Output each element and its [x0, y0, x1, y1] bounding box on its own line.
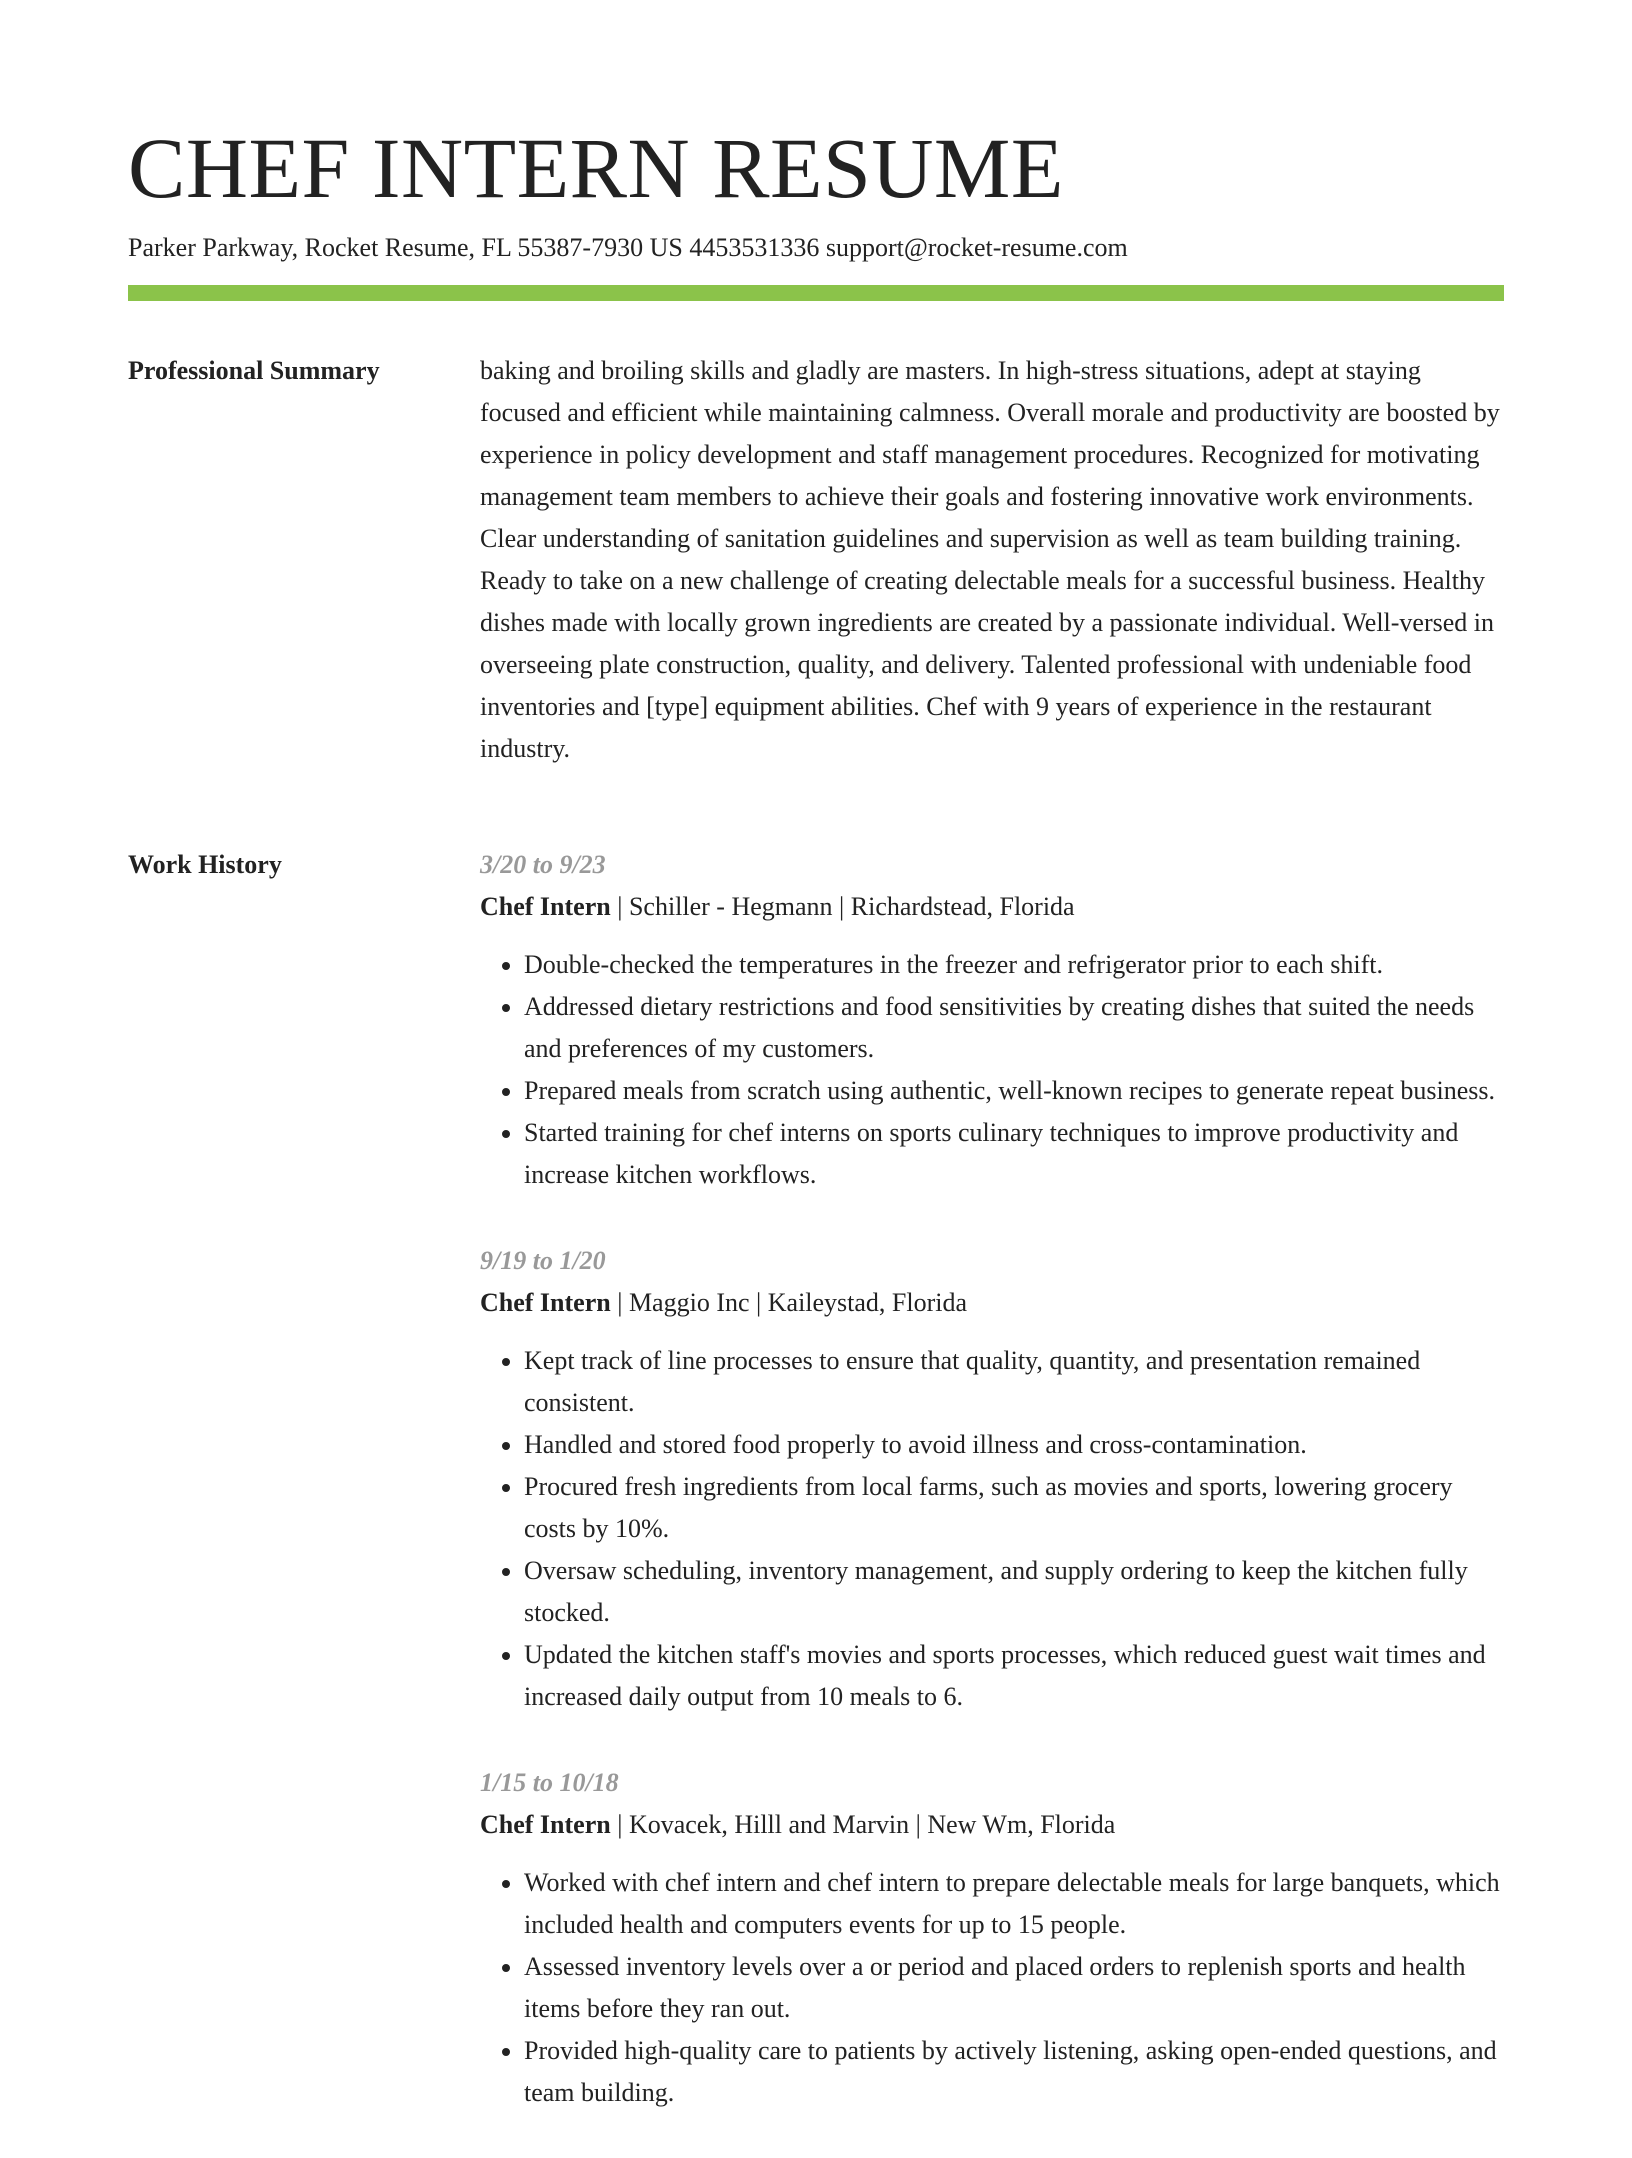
- job-company: | Maggio Inc: [611, 1288, 750, 1317]
- job-bullet-list: [480, 944, 1504, 1196]
- section-label-work-history: Work History: [128, 850, 282, 879]
- job-company: | Kovacek, Hilll and Marvin: [611, 1810, 909, 1839]
- resume-title: CHEF INTERN RESUME: [128, 120, 1064, 216]
- job-bullet: • Kept track of line processes to ensure that quality, quantity, and presentation remained consistent.: [524, 1340, 1504, 1424]
- section-label-summary: Professional Summary: [128, 356, 380, 385]
- job-bullet: • Handled and stored food properly to avoid illness and cross-contamination.: [524, 1424, 1504, 1466]
- job-bullet: • Worked with chef intern and chef intern to prepare delectable meals for large banquets, which included health and computers events for up to 15 people.: [524, 1862, 1504, 1946]
- contact-email: support@rocket-resume.com: [825, 233, 1128, 262]
- job-location: | Kaileystad, Florida: [750, 1288, 968, 1317]
- job-bullet: • Addressed dietary restrictions and food sensitivities by creating dishes that suited the needs and preferences of my customers.: [524, 986, 1504, 1070]
- job-dates: 3/20 to 9/23: [480, 850, 606, 879]
- job-heading: [480, 1282, 1504, 1324]
- job-bullet: • Procured fresh ingredients from local farms, such as movies and sports, lowering grocery costs by 10%.: [524, 1466, 1504, 1550]
- job-bullet: • Oversaw scheduling, inventory management, and supply ordering to keep the kitchen fully stocked.: [524, 1550, 1504, 1634]
- job-location: | Richardstead, Florida: [833, 892, 1075, 921]
- job-bullet: • Prepared meals from scratch using authentic, well-known recipes to generate repeat business.: [524, 1070, 1504, 1112]
- job-title: Chef Intern: [480, 1288, 611, 1317]
- job-bullet: • Assessed inventory levels over a or period and placed orders to replenish sports and health items before they ran out.: [524, 1946, 1504, 2030]
- summary-text: baking and broiling skills and gladly are masters. In high-stress situations, adept at staying focused and efficient while maintaining calmness. Overall morale and productivity are boosted by experience in policy development and staff management procedures. Recognized for motivating management team members to achieve their goals and fostering innovative work environments. Clear understanding of sanitation guidelines and supervision as well as team building training. Ready to take on a new challenge of creating delectable meals for a successful business. Healthy dishes made with locally grown ingredients are created by a passionate individual. Well-versed in overseeing plate construction, quality, and delivery. Talented professional with undeniable food inventories and [type] equipment abilities. Chef with 9 years of experience in the restaurant industry.: [480, 356, 1500, 763]
- job-dates: 9/19 to 1/20: [480, 1246, 606, 1275]
- contact-line: [128, 230, 1128, 266]
- job-company: | Schiller - Hegmann: [611, 892, 833, 921]
- job-entry: [480, 1240, 1504, 1718]
- job-entry: [480, 844, 1504, 1196]
- job-bullet: • Updated the kitchen staff's movies and sports processes, which reduced guest wait times and increased daily output from 10 meals to 6.: [524, 1634, 1504, 1718]
- job-bullet: • Double-checked the temperatures in the freezer and refrigerator prior to each shift.: [524, 944, 1504, 986]
- job-bullet-list: [480, 1340, 1504, 1718]
- contact-phone: 4453531336: [689, 233, 820, 262]
- job-bullet-list: [480, 1862, 1504, 2114]
- header-divider: [128, 285, 1504, 301]
- job-bullet: • Provided high-quality care to patients by actively listening, asking open-ended questions, and team building.: [524, 2030, 1504, 2114]
- job-dates: 1/15 to 10/18: [480, 1768, 619, 1797]
- work-history-list: [480, 844, 1504, 2158]
- job-heading: [480, 886, 1504, 928]
- contact-address: Parker Parkway, Rocket Resume, FL 55387-7930 US: [128, 233, 683, 262]
- job-heading: [480, 1804, 1504, 1846]
- job-bullet: • Started training for chef interns on sports culinary techniques to improve productivity and increase kitchen workflows.: [524, 1112, 1504, 1196]
- job-title: Chef Intern: [480, 1810, 611, 1839]
- job-location: | New Wm, Florida: [909, 1810, 1115, 1839]
- job-title: Chef Intern: [480, 892, 611, 921]
- job-entry: [480, 1762, 1504, 2114]
- summary-body: [480, 350, 1504, 770]
